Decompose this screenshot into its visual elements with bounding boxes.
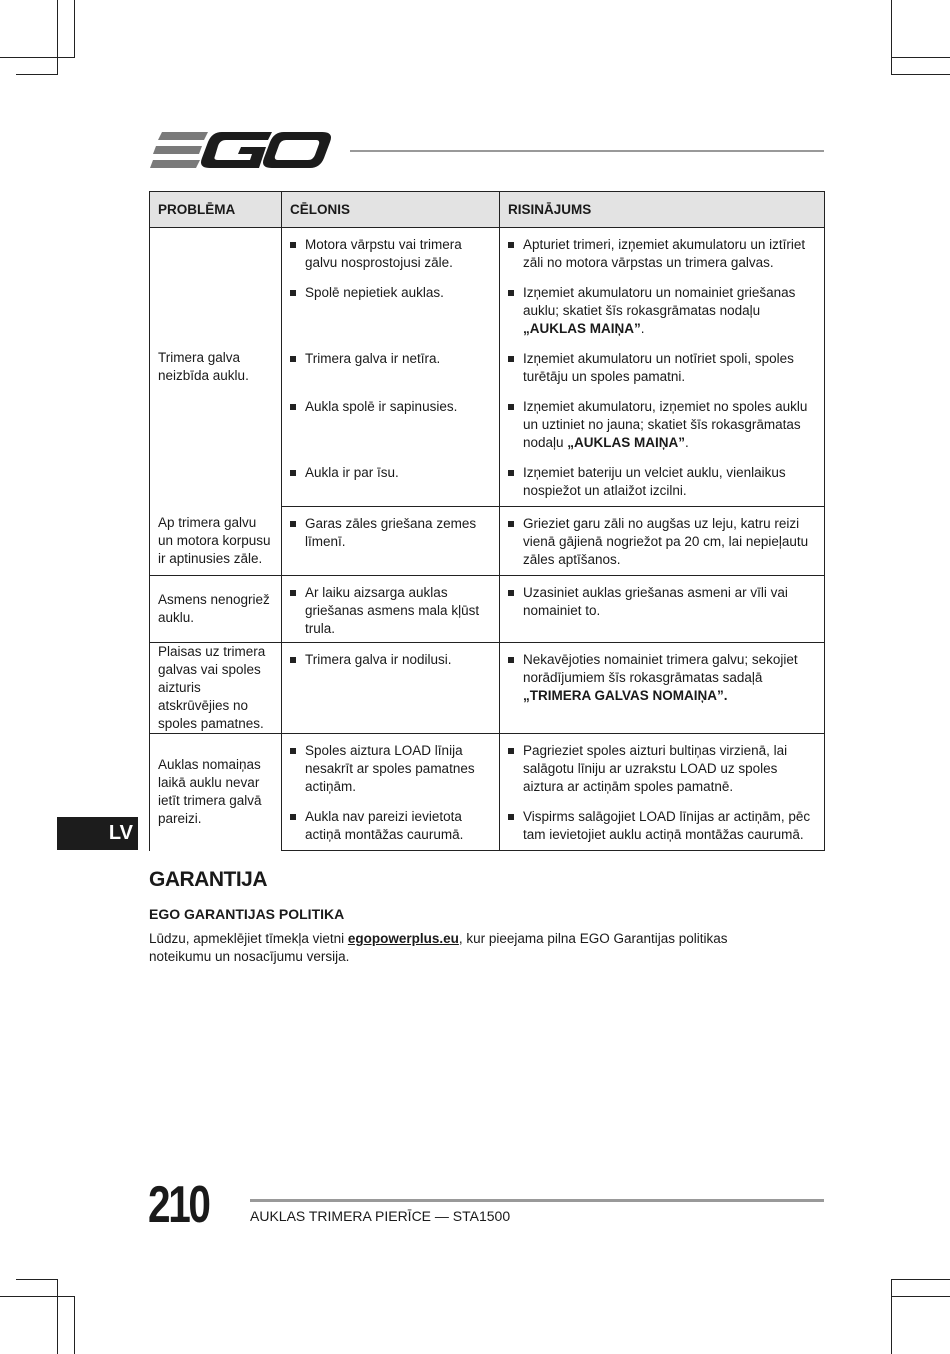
crop-mark [891, 57, 950, 58]
solution-text [523, 808, 816, 844]
bullet-icon [290, 814, 296, 820]
text: , kur pieejama pilna EGO Garantijas politikas noteikumu un nosacījumu versija. [149, 931, 728, 964]
crop-mark [57, 1279, 58, 1354]
cause-cell [282, 800, 500, 851]
text: Izņemiet akumulatoru, izņemiet no spoles auklu un uztiniet no jauna; skatiet šīs rokasgrāmatas nodaļu [523, 399, 808, 450]
solution-cell [500, 800, 825, 851]
cause-cell [282, 734, 500, 801]
page-number: 210 [148, 1176, 209, 1234]
language-tab: LV [57, 817, 138, 850]
text: Izņemiet akumulatoru un notīriet spoli, spoles turētāju un spoles pamatni. [523, 351, 794, 384]
bullet-icon [508, 470, 514, 476]
table-row [150, 228, 825, 277]
bullet-icon [290, 470, 296, 476]
solution-cell [500, 643, 825, 734]
crop-mark [16, 74, 58, 75]
bullet-icon [290, 356, 296, 362]
solution-text [523, 515, 816, 569]
solution-text [523, 651, 816, 705]
solution-cell [500, 228, 825, 277]
crop-mark [0, 57, 74, 58]
crop-mark [57, 0, 58, 74]
bullet-icon [508, 748, 514, 754]
bullet-icon [290, 242, 296, 248]
cause-text: Spolē nepietiek auklas. [305, 285, 444, 300]
footer-rule [250, 1199, 824, 1202]
text: Izņemiet akumulatoru un nomainiet griešanas auklu; skatiet šīs rokasgrāmatas nodaļu [523, 285, 796, 318]
warranty-paragraph [149, 930, 789, 966]
cause-text: Trimera galva ir netīra. [305, 351, 441, 366]
table-row [150, 734, 825, 801]
solution-text [523, 584, 816, 620]
text: . [640, 321, 645, 336]
cause-text: Aukla spolē ir sapinusies. [305, 399, 458, 414]
bullet-icon [508, 242, 514, 248]
problem-cell: Trimera galva neizbīda auklu. [150, 228, 282, 507]
footer-title: AUKLAS TRIMERA PIERĪCE — STA1500 [250, 1208, 511, 1224]
crop-mark [891, 1279, 950, 1280]
text: Uzasiniet auklas griešanas asmeni ar vīli vai nomainiet to. [523, 585, 788, 618]
crop-mark [891, 74, 950, 75]
text: Grieziet garu zāli no augšas uz leju, katru reizi vienā gājienā nogriežot pa 20 cm, lai nepieļautu zāles aptīšanos. [523, 516, 809, 567]
reference-text: „TRIMERA GALVAS NOMAIŅA”. [523, 688, 728, 703]
cause-text: Spoles aiztura LOAD līnija nesakrīt ar spoles pamatnes actiņām. [305, 743, 475, 794]
bullet-icon [290, 748, 296, 754]
column-header: PROBLĒMA [150, 192, 282, 228]
bullet-icon [290, 404, 296, 410]
problem-cell: Ap trimera galvu un motora korpusu ir aptinusies zāle. [150, 507, 282, 576]
cause-text: Aukla ir par īsu. [305, 465, 399, 480]
section-title: GARANTIJA [149, 868, 268, 891]
text: Izņemiet bateriju un velciet auklu, vienlaikus nospiežot un atlaižot izcilni. [523, 465, 786, 498]
solution-text [523, 464, 816, 500]
column-header: RISINĀJUMS [500, 192, 825, 228]
bullet-icon [290, 657, 296, 663]
solution-cell [500, 342, 825, 390]
bullet-icon [508, 814, 514, 820]
bullet-icon [508, 404, 514, 410]
crop-mark [891, 1279, 892, 1354]
solution-text [523, 350, 816, 386]
solution-text [523, 742, 816, 796]
table-row [150, 643, 825, 734]
solution-cell [500, 576, 825, 643]
solution-cell [500, 734, 825, 801]
cause-text: Trimera galva ir nodilusi. [305, 652, 452, 667]
solution-cell [500, 390, 825, 456]
solution-cell [500, 507, 825, 576]
section-subtitle: EGO GARANTIJAS POLITIKA [149, 906, 345, 922]
solution-cell [500, 456, 825, 507]
website-link[interactable]: egopowerplus.eu [347, 931, 459, 946]
solution-text [523, 284, 816, 338]
crop-mark [16, 1279, 58, 1280]
crop-mark [891, 1296, 950, 1297]
crop-mark [891, 0, 892, 74]
bullet-icon [508, 590, 514, 596]
cause-cell [282, 276, 500, 342]
cause-text: Aukla nav pareizi ievietota actiņā montāžas caurumā. [305, 809, 464, 842]
bullet-icon [290, 590, 296, 596]
cause-cell [282, 643, 500, 734]
text: Vispirms salāgojiet LOAD līnijas ar actiņām, pēc tam ievietojiet auklu actiņā montāžas caurumā. [523, 809, 811, 842]
text: Pagrieziet spoles aizturi bultiņas virzienā, lai salāgotu līniju ar uzrakstu LOAD uz spoles aiztura ar actiņām spoles pamatnē. [523, 743, 788, 794]
table-row [150, 507, 825, 576]
table-row [150, 576, 825, 643]
reference-text: „AUKLAS MAIŅA” [567, 435, 686, 450]
bullet-icon [290, 290, 296, 296]
cause-cell [282, 390, 500, 456]
problem-cell: Plaisas uz trimera galvas vai spoles aizturis atskrūvējies no spoles pamatnes. [150, 643, 282, 734]
cause-text: Garas zāles griešana zemes līmenī. [305, 516, 477, 549]
bullet-icon [508, 356, 514, 362]
ego-logo [150, 128, 332, 172]
header-rule [350, 150, 824, 152]
crop-mark [0, 1296, 74, 1297]
crop-mark [74, 1296, 75, 1354]
solution-text [523, 398, 816, 452]
cause-cell [282, 456, 500, 507]
bullet-icon [508, 521, 514, 527]
text: Nekavējoties nomainiet trimera galvu; sekojiet norādījumiem šīs rokasgrāmatas sadaļā [523, 652, 798, 685]
cause-text: Motora vārpstu vai trimera galvu nosprostojusi zāle. [305, 237, 462, 270]
crop-mark [74, 0, 75, 58]
text: Apturiet trimeri, izņemiet akumulatoru un iztīriet zāli no motora vārpstas un trimera galvas. [523, 237, 806, 270]
text: Lūdzu, apmeklējiet tīmekļa vietni [149, 931, 348, 946]
text: . [685, 435, 689, 450]
cause-cell [282, 228, 500, 277]
table-header-row [150, 192, 825, 228]
cause-cell [282, 342, 500, 390]
bullet-icon [508, 657, 514, 663]
cause-cell [282, 507, 500, 576]
problem-cell: Asmens nenogriež auklu. [150, 576, 282, 643]
cause-text: Ar laiku aizsarga auklas griešanas asmens mala kļūst trula. [305, 585, 480, 636]
solution-cell [500, 276, 825, 342]
bullet-icon [508, 290, 514, 296]
cause-cell [282, 576, 500, 643]
troubleshooting-table [149, 191, 825, 851]
problem-cell: Auklas nomaiņas laikā auklu nevar ietīt trimera galvā pareizi. [150, 734, 282, 851]
bullet-icon [290, 521, 296, 527]
column-header: CĒLONIS [282, 192, 500, 228]
solution-text [523, 236, 816, 272]
reference-text: „AUKLAS MAIŅA” [523, 321, 641, 336]
